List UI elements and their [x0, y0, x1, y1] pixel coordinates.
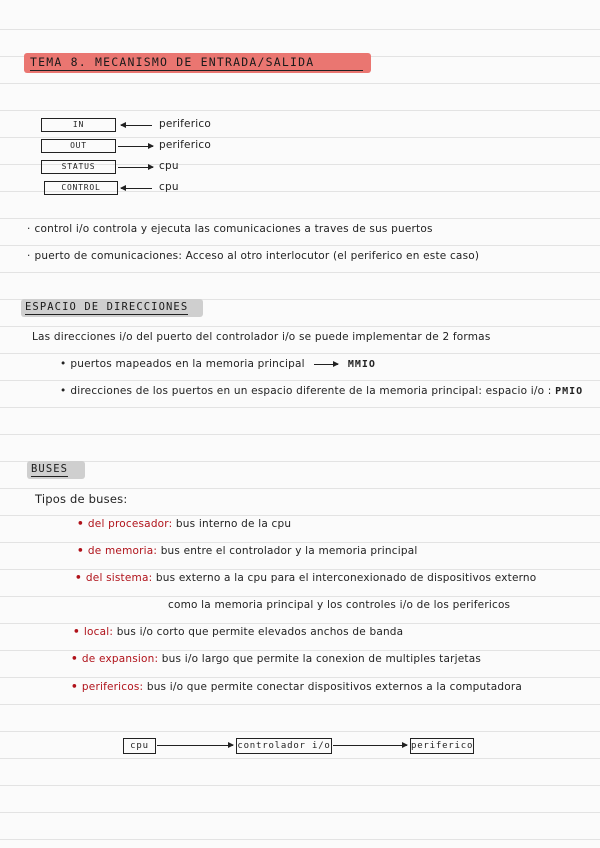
buses-intro: Tipos de buses:	[35, 492, 128, 506]
register-box-in: IN	[41, 118, 116, 132]
arrow-right-icon	[333, 745, 407, 746]
bullet-icon: ·	[27, 250, 31, 262]
red-bullet-icon: •	[75, 572, 82, 584]
bullet-icon: •	[60, 385, 67, 397]
arrow-right-icon	[118, 167, 153, 168]
bus-desc: bus interno de la cpu	[175, 518, 292, 530]
section-heading-direcciones	[21, 299, 203, 317]
red-bullet-icon: •	[77, 545, 84, 557]
register-box-control: CONTROL	[44, 181, 118, 195]
title-underline	[30, 70, 363, 71]
bus-desc: bus externo a la cpu para el interconexionado de dispositivos externo	[155, 572, 537, 584]
bullet-icon: •	[60, 358, 67, 370]
arrow-right-icon	[314, 364, 338, 365]
arrow-right-icon	[157, 745, 233, 746]
red-bullet-icon: •	[77, 518, 84, 530]
mmio-tag: MMIO	[347, 359, 376, 370]
register-target-out: periferico	[159, 139, 211, 151]
direcciones-intro: Las direcciones i/o del puerto del controlador i/o se puede implementar de 2 formas	[32, 331, 491, 343]
red-bullet-icon: •	[73, 626, 80, 638]
intro-bullet	[27, 223, 433, 235]
intro-bullet-text: control i/o controla y ejecuta las comunicaciones a traves de sus puertos	[34, 223, 433, 235]
bus-desc: bus entre el controlador y la memoria principal	[160, 545, 418, 557]
page-title-text: TEMA 8. MECANISMO DE ENTRADA/SALIDA	[30, 55, 315, 69]
intro-bullet	[27, 250, 479, 262]
flow-node-periferico: periferico	[410, 738, 474, 754]
direcciones-item	[60, 358, 376, 370]
bus-term: local:	[83, 626, 114, 638]
bus-item	[77, 518, 291, 530]
direcciones-item-text: direcciones de los puertos en un espacio diferente de la memoria principal: espacio i/o :	[70, 385, 552, 397]
flow-node-cpu: cpu	[123, 738, 156, 754]
bus-term: del sistema:	[85, 572, 153, 584]
register-target-status: cpu	[159, 160, 179, 172]
section-heading-text: BUSES	[31, 463, 69, 475]
direcciones-item-text: puertos mapeados en la memoria principal	[70, 358, 305, 370]
bus-item	[73, 626, 403, 638]
bus-term: perifericos:	[81, 681, 144, 693]
bus-desc: bus i/o que permite conectar dispositivos externos a la computadora	[146, 681, 522, 693]
bus-item	[71, 681, 522, 693]
bus-item	[75, 572, 536, 584]
section-heading-text: ESPACIO DE DIRECCIONES	[25, 301, 189, 313]
arrow-left-icon	[121, 125, 152, 126]
bus-term: de memoria:	[87, 545, 158, 557]
direcciones-item	[60, 385, 583, 397]
red-bullet-icon: •	[71, 653, 78, 665]
pmio-tag: PMIO	[555, 386, 584, 397]
register-target-control: cpu	[159, 181, 179, 193]
intro-bullet-text: puerto de comunicaciones: Acceso al otro interlocutor (el periferico en este caso)	[34, 250, 480, 262]
section-heading-buses	[27, 461, 85, 479]
red-bullet-icon: •	[71, 681, 78, 693]
bus-desc: bus i/o corto que permite elevados anchos de banda	[116, 626, 404, 638]
register-box-out: OUT	[41, 139, 116, 153]
bus-desc-continuation: como la memoria principal y los controles i/o de los perifericos	[168, 599, 511, 611]
bus-item	[77, 545, 417, 557]
register-box-status: STATUS	[41, 160, 116, 174]
register-target-in: periferico	[159, 118, 211, 130]
flow-node-controlador: controlador i/o	[236, 738, 332, 754]
bus-desc: bus i/o largo que permite la conexion de multiples tarjetas	[161, 653, 482, 665]
bus-item	[71, 653, 481, 665]
arrow-left-icon	[121, 188, 152, 189]
bullet-icon: ·	[27, 223, 31, 235]
arrow-right-icon	[118, 146, 153, 147]
bus-term: del procesador:	[87, 518, 173, 530]
page-title	[24, 53, 371, 73]
bus-term: de expansion:	[81, 653, 159, 665]
